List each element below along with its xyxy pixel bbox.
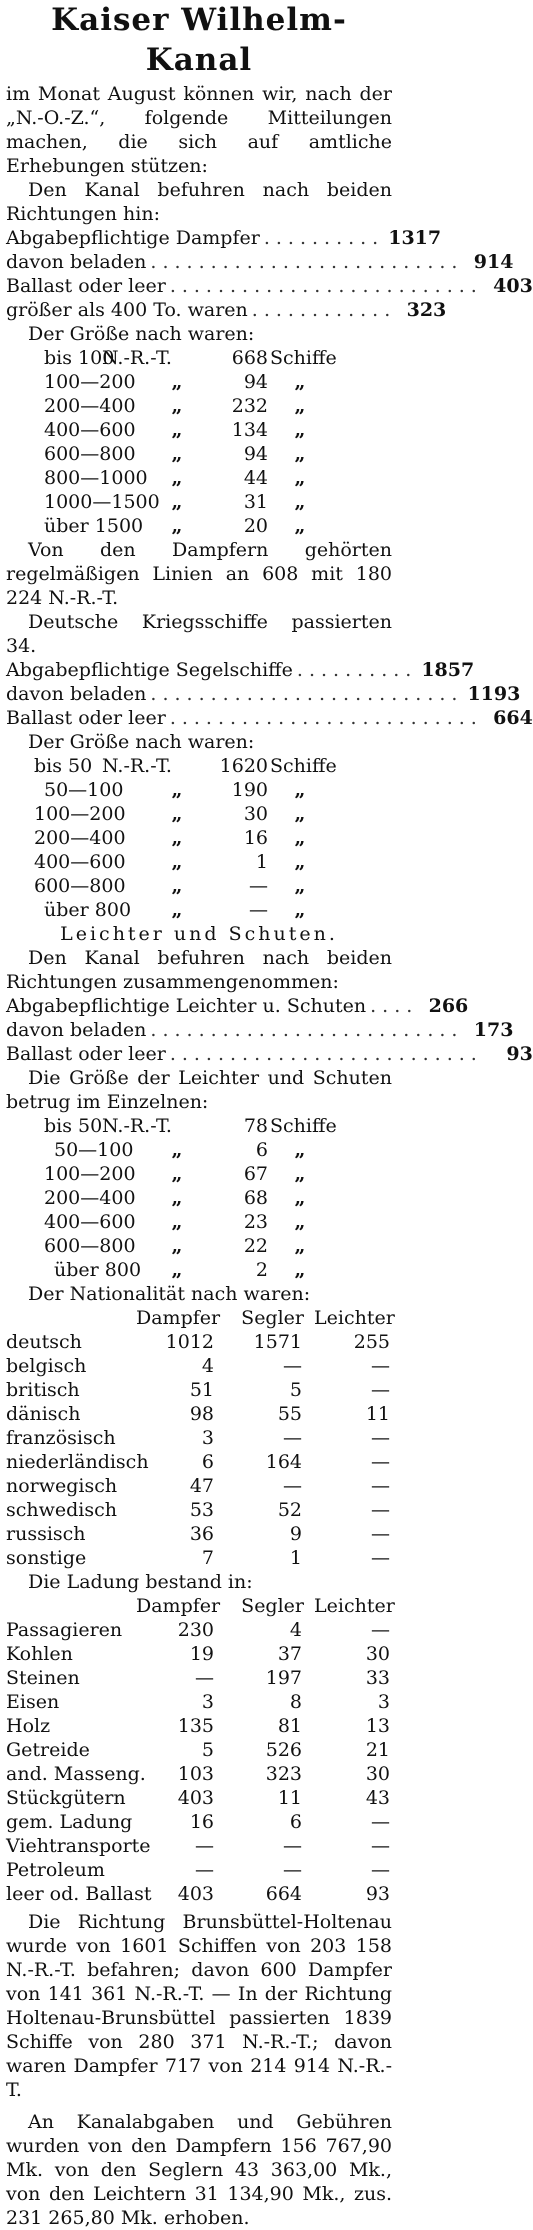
row-label: Eisen [6, 1691, 60, 1713]
row-label: Petroleum [6, 1859, 105, 1881]
summary-row: davon beladen .......................... 173 [6, 1019, 514, 1041]
steamers-note-lines: Von den Dampfern gehörten regelmäßigen Linien an 608 mit 180 224 N.-R.-T. [6, 539, 392, 609]
fees-paragraph: An Kanalabgaben und Gebühren wurden von den Dampfern 156 767,90 Mk. von den Seglern 43 363,00 Mk., von den Leichtern 31 134,90 Mk., zus. 231 265,80 Mk. erhoben. [6, 2111, 392, 2229]
size-ships: Schiffe [270, 1115, 337, 1137]
article-title: Kaiser Wilhelm-Kanal [51, 2, 347, 78]
summary-row: Abgabepflichtige Segelschiffe .......... 1857 [6, 659, 475, 681]
sailing-summary [6, 658, 533, 730]
row-label: norwegisch [6, 1475, 118, 1497]
summary-row: davon beladen .......................... 914 [6, 251, 514, 273]
size-range: bis 100 [44, 347, 115, 369]
size-range: 600—800 [44, 1235, 136, 1257]
row-label: belgisch [6, 1355, 87, 1377]
lighters-size-heading: Die Größe der Leichter und Schuten betrug im Einzelnen: [6, 1067, 392, 1113]
cargo-table: Dampfer Segler Leichter Passagieren 230 4 — Kohlen 19 37 30 Steinen — 197 33 Eisen 3 8 3 Holz 135 81 13 Getreide 5 526 21 and. Masseng. 103 323 30 Stückgütern 403 11 43 gem. Ladung 16 6 — Viehtransporte — — — Petroleum — — — leer od. Ballast 403 664 93 [6, 1595, 395, 1905]
steamers-note-warships: Deutsche Kriegsschiffe passierten 34. [6, 611, 392, 657]
row-label: schwedisch [6, 1499, 118, 1521]
lighters-intro: Den Kanal befuhren nach beiden Richtungen zusammengenommen: [6, 947, 392, 993]
column-header: Leichter [314, 1307, 395, 1329]
size-unit: N.-R.-T. [102, 1115, 172, 1137]
summary-row: Ballast oder leer .......................... 403 [6, 275, 533, 297]
summary-row: Ballast oder leer .......................... 664 [6, 707, 533, 729]
summary-row: größer als 400 To. waren ............ 323 [6, 299, 447, 321]
sailing-size-heading: Der Größe nach waren: [28, 731, 255, 753]
size-ships: Schiffe [270, 347, 337, 369]
size-range: 400—600 [44, 1211, 136, 1233]
row-label: französisch [6, 1427, 116, 1449]
size-value: 23 [243, 1211, 268, 1233]
size-value: 68 [243, 1187, 268, 1209]
size-value: 94 [243, 371, 268, 393]
size-value: 1620 [219, 755, 268, 777]
size-range: über 800 [54, 1259, 142, 1281]
size-value: 2 [255, 1259, 268, 1281]
size-value: 67 [243, 1163, 268, 1185]
size-value: 22 [243, 1235, 268, 1257]
size-value: 44 [243, 467, 268, 489]
size-value: 6 [255, 1139, 268, 1161]
summary-row: Abgabepflichtige Dampfer .......... 1317 [6, 227, 442, 249]
lighters-heading: Leichter und Schuten. [60, 923, 338, 945]
row-label: dänisch [6, 1403, 81, 1425]
size-value: — [249, 875, 268, 897]
size-range: 600—800 [44, 443, 136, 465]
size-value: 78 [243, 1115, 268, 1137]
size-range: 800—1000 [44, 467, 148, 489]
size-value: 20 [243, 515, 268, 537]
size-range: bis 50 [44, 1115, 103, 1137]
row-label: Kohlen [6, 1643, 73, 1665]
cargo-heading: Die Ladung bestand in: [28, 1571, 253, 1593]
row-label: russisch [6, 1523, 86, 1545]
size-range: 100—200 [44, 371, 136, 393]
size-value: — [249, 899, 268, 921]
size-range: 50—100 [54, 1139, 134, 1161]
size-value: 94 [243, 443, 268, 465]
direction-paragraph: Die Richtung Brunsbüttel-Holtenau wurde von 1601 Schiffen von 203 158 N.-R.-T. befahren; davon 600 Dampfer von 141 361 N.-R.-T. — In der Richtung Holtenau-Brunsbüttel passierten 1839 Schiffe von 280 371 N.-R.-T.; davon waren Dampfer 717 von 214 914 N.-R.-T. [6, 1911, 392, 2101]
column-header: Segler [241, 1307, 304, 1329]
row-label: and. Masseng. [6, 1763, 146, 1785]
size-range: 100—200 [44, 1163, 136, 1185]
size-value: 134 [231, 419, 268, 441]
row-label: niederländisch [6, 1451, 149, 1473]
size-value: 232 [231, 395, 268, 417]
size-unit: N.-R.-T. [102, 347, 172, 369]
size-range: bis 50 [34, 755, 93, 777]
lighters-size-table: bis 50 N.-R.-T. 78 Schiffe 50—100 „ 6 „ 100—200 „ 67 „ 200—400 „ 68 „ 400—600 „ 23 „ 600—800 „ 22 „ über 800 „ 2 „ [30, 1114, 392, 1282]
summary-row: davon beladen .......................... 1193 [6, 683, 521, 705]
row-label: gem. Ladung [6, 1811, 133, 1833]
nationality-heading: Der Nationalität nach waren: [28, 1283, 311, 1305]
row-label: Steinen [6, 1667, 80, 1689]
column-header: Dampfer [136, 1595, 221, 1617]
row-label: Passagieren [6, 1619, 123, 1641]
size-range: 200—400 [44, 1187, 136, 1209]
steamers-size-heading: Der Größe nach waren: [28, 323, 255, 345]
steamers-size-table: bis 100 N.-R.-T. 668 Schiffe 100—200 „ 94 „ 200—400 „ 232 „ 400—600 „ 134 „ 600—800 „ 94 „ 800—1000 „ 44 „ 1000—1500 „ 31 „ über 1500 „ 20 „ [30, 346, 392, 538]
intro-paragraph: im Monat August können wir, nach der „N.-O.-Z.“, folgende Mitteilungen machen, die sich auf amtliche Erhebungen stützen: [6, 83, 392, 177]
size-range: über 800 [44, 899, 132, 921]
size-value: 16 [243, 827, 268, 849]
size-value: 31 [243, 491, 268, 513]
size-range: 200—400 [44, 395, 136, 417]
row-label: deutsch [6, 1331, 82, 1353]
size-range: über 1500 [44, 515, 144, 537]
size-value: 1 [255, 851, 268, 873]
nationality-table: Dampfer Segler Leichter deutsch 1012 1571 255 belgisch 4 — — britisch 51 5 — dänisch 98 55 11 französisch 3 — — niederländisch 6 164 — norwegisch 47 — — schwedisch 53 52 — russisch 36 9 — sonstige 7 1 — [6, 1307, 395, 1569]
sailing-size-table: bis 50 N.-R.-T. 1620 Schiffe 50—100 „ 190 „ 100—200 „ 30 „ 200—400 „ 16 „ 400—600 „ 1 „ 600—800 „ — „ über 800 „ — „ [30, 754, 392, 922]
size-range: 1000—1500 [44, 491, 160, 513]
summary-row: Ballast oder leer .......................... 93 [6, 1043, 533, 1065]
size-value: 668 [231, 347, 268, 369]
summary-row: Abgabepflichtige Leichter u. Schuten .... 266 [6, 995, 469, 1017]
steamers-heading: Den Kanal befuhren nach beiden Richtungen hin: [6, 179, 392, 225]
row-label: Holz [6, 1715, 51, 1737]
row-label: Viehtransporte [6, 1835, 151, 1857]
lighters-summary [6, 994, 533, 1066]
size-value: 30 [243, 803, 268, 825]
column-header: Dampfer [136, 1307, 221, 1329]
size-range: 400—600 [34, 851, 126, 873]
steamers-summary [6, 226, 533, 322]
size-value: 190 [231, 779, 268, 801]
size-range: 600—800 [34, 875, 126, 897]
size-range: 400—600 [44, 419, 136, 441]
size-ships: Schiffe [270, 755, 337, 777]
size-range: 50—100 [44, 779, 124, 801]
row-label: britisch [6, 1379, 80, 1401]
size-unit: N.-R.-T. [102, 755, 172, 777]
row-label: sonstige [6, 1547, 87, 1569]
row-label: Getreide [6, 1739, 90, 1761]
column-header: Segler [241, 1595, 304, 1617]
size-range: 200—400 [34, 827, 126, 849]
column-header: Leichter [314, 1595, 395, 1617]
row-label: Stückgütern [6, 1787, 126, 1809]
row-label: leer od. Ballast [6, 1883, 152, 1905]
size-range: 100—200 [34, 803, 126, 825]
